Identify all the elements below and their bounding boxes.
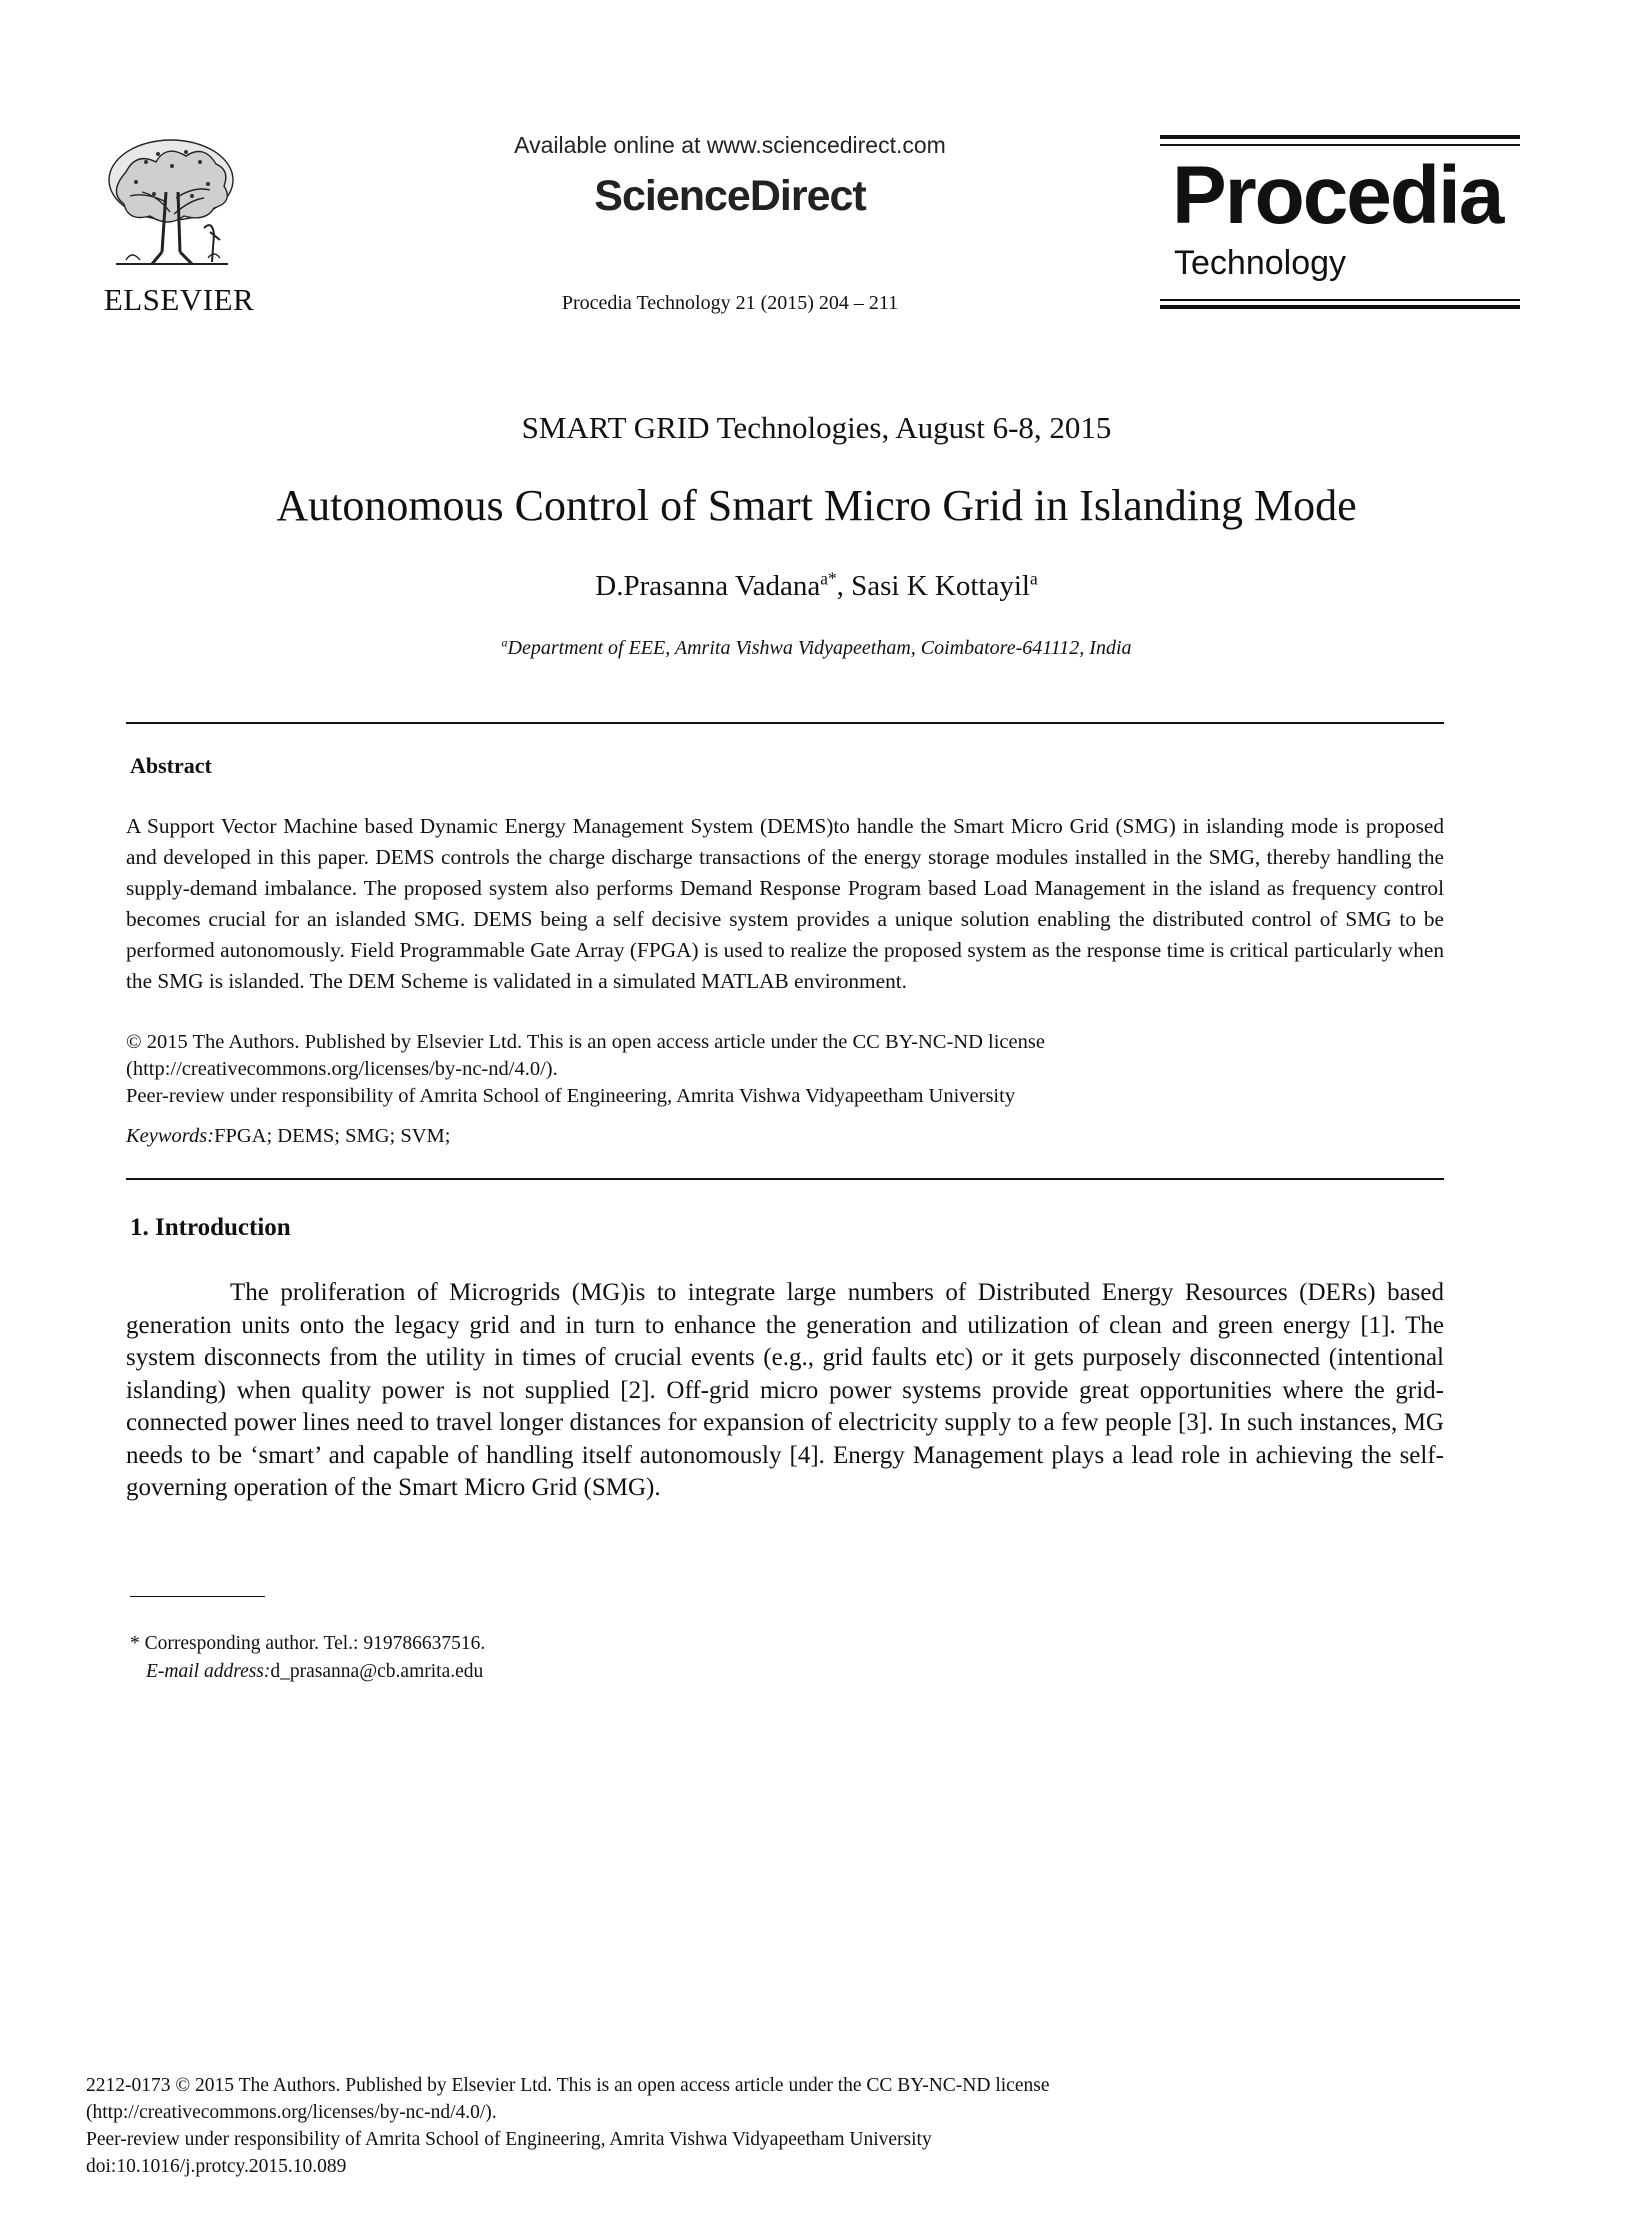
available-online-text: Available online at www.sciencedirect.com [514, 132, 946, 158]
introduction-body: The proliferation of Microgrids (MG)is to integrate large numbers of Distributed Energy Resources (DERs) based generation units onto the legacy grid and in turn to enhance the generation and utilization of clean and green energy [1]. The system disconnects from the utility in times of crucial events (e.g., grid faults etc) or it gets purposely disconnected (intentional islanding) when quality power is not supplied [2]. Off-grid micro power systems provide great opportunities where the grid-connected power lines need to travel longer distances for expansion of electricity supply to a few people [3]. In such instances, MG needs to be ‘smart’ and capable of handling itself autonomously [4]. Energy Management plays a lead role in achieving the self-governing operation of the Smart Micro Grid (SMG). [126, 1279, 1444, 1501]
affiliation [0, 637, 1633, 660]
elsevier-wordmark: ELSEVIER [103, 282, 255, 317]
footnote-rule [130, 1596, 265, 1597]
logo-bottom-bar-thin [1160, 299, 1520, 301]
paper-title: Autonomous Control of Smart Micro Grid in Islanding Mode [276, 481, 1357, 530]
technology-subtitle: Technology [1174, 244, 1347, 282]
corresponding-author-note: * Corresponding author. Tel.: 919786637516. [130, 1633, 486, 1654]
affiliation-text: Department of EEE, Amrita Vishwa Vidyapeetham, Coimbatore-641112, India [507, 637, 1132, 659]
conference-name: SMART GRID Technologies, August 6-8, 2015 [521, 410, 1112, 445]
footer-issn-copyright: 2212-0173 © 2015 The Authors. Published by Elsevier Ltd. This is an open access article under the CC BY-NC-ND license [86, 2075, 1050, 2096]
logo-top-bar [1160, 135, 1520, 139]
affiliation-mark: a [501, 635, 508, 650]
author-name: D.Prasanna Vadana [595, 570, 821, 602]
journal-reference: Procedia Technology 21 (2015) 204 – 211 [561, 292, 899, 314]
copyright-line: © 2015 The Authors. Published by Elsevier Ltd. This is an open access article under the CC BY-NC-ND license [126, 1031, 1045, 1053]
keywords-label: Keywords: [126, 1125, 215, 1147]
footer-peer-review: Peer-review under responsibility of Amrita School of Engineering, Amrita Vishwa Vidyapeetham University [86, 2129, 932, 2150]
procedia-wordmark: Procedia [1172, 150, 1503, 241]
email-address: d_prasanna@cb.amrita.edu [270, 1661, 484, 1682]
author-affiliation-mark: a* [820, 568, 837, 589]
abstract-heading: Abstract [130, 753, 212, 778]
author-separator: , [836, 570, 852, 602]
abstract-body: A Support Vector Machine based Dynamic Energy Management System (DEMS)to handle the Smart Micro Grid (SMG) in islanding mode is proposed and developed in this paper. DEMS controls the charge discharge transactions of the energy storage modules installed in the SMG, thereby handling the supply-demand imbalance. The proposed system also performs Demand Response Program based Load Management in the island as frequency control becomes crucial for an islanded SMG. DEMS being a self decisive system provides a unique solution enabling the distributed control of SMG to be performed autonomously. Field Programmable Gate Array (FPGA) is used to realize the proposed system as the response time is critical particularly when the SMG is islanded. The DEM Scheme is validated in a simulated MATLAB environment. [126, 814, 1444, 993]
email-label: E-mail address: [146, 1661, 271, 1682]
logo-top-bar-thin [1160, 144, 1520, 146]
section-heading-introduction: 1. Introduction [130, 1214, 291, 1241]
footer-doi: doi:10.1016/j.protcy.2015.10.089 [86, 2156, 347, 2177]
keywords [126, 1125, 450, 1148]
abstract-bottom-rule [126, 1178, 1444, 1180]
license-url: (http://creativecommons.org/licenses/by-nc-nd/4.0/). [126, 1058, 558, 1080]
author-list [0, 570, 1633, 603]
author-affiliation-mark: a [1029, 568, 1038, 589]
abstract-top-rule [126, 722, 1444, 724]
sciencedirect-logo: ScienceDirect [594, 172, 866, 220]
email-note [146, 1661, 483, 1683]
procedia-logo [1160, 135, 1520, 313]
keywords-list: FPGA; DEMS; SMG; SVM; [214, 1125, 451, 1147]
logo-bottom-bar [1160, 305, 1520, 309]
elsevier-tree-logo-icon [96, 132, 246, 272]
author-name: Sasi K Kottayil [851, 570, 1030, 602]
footer-license-url: (http://creativecommons.org/licenses/by-nc-nd/4.0/). [86, 2102, 497, 2123]
peer-review-note: Peer-review under responsibility of Amrita School of Engineering, Amrita Vishwa Vidyapeetham University [126, 1085, 1016, 1107]
